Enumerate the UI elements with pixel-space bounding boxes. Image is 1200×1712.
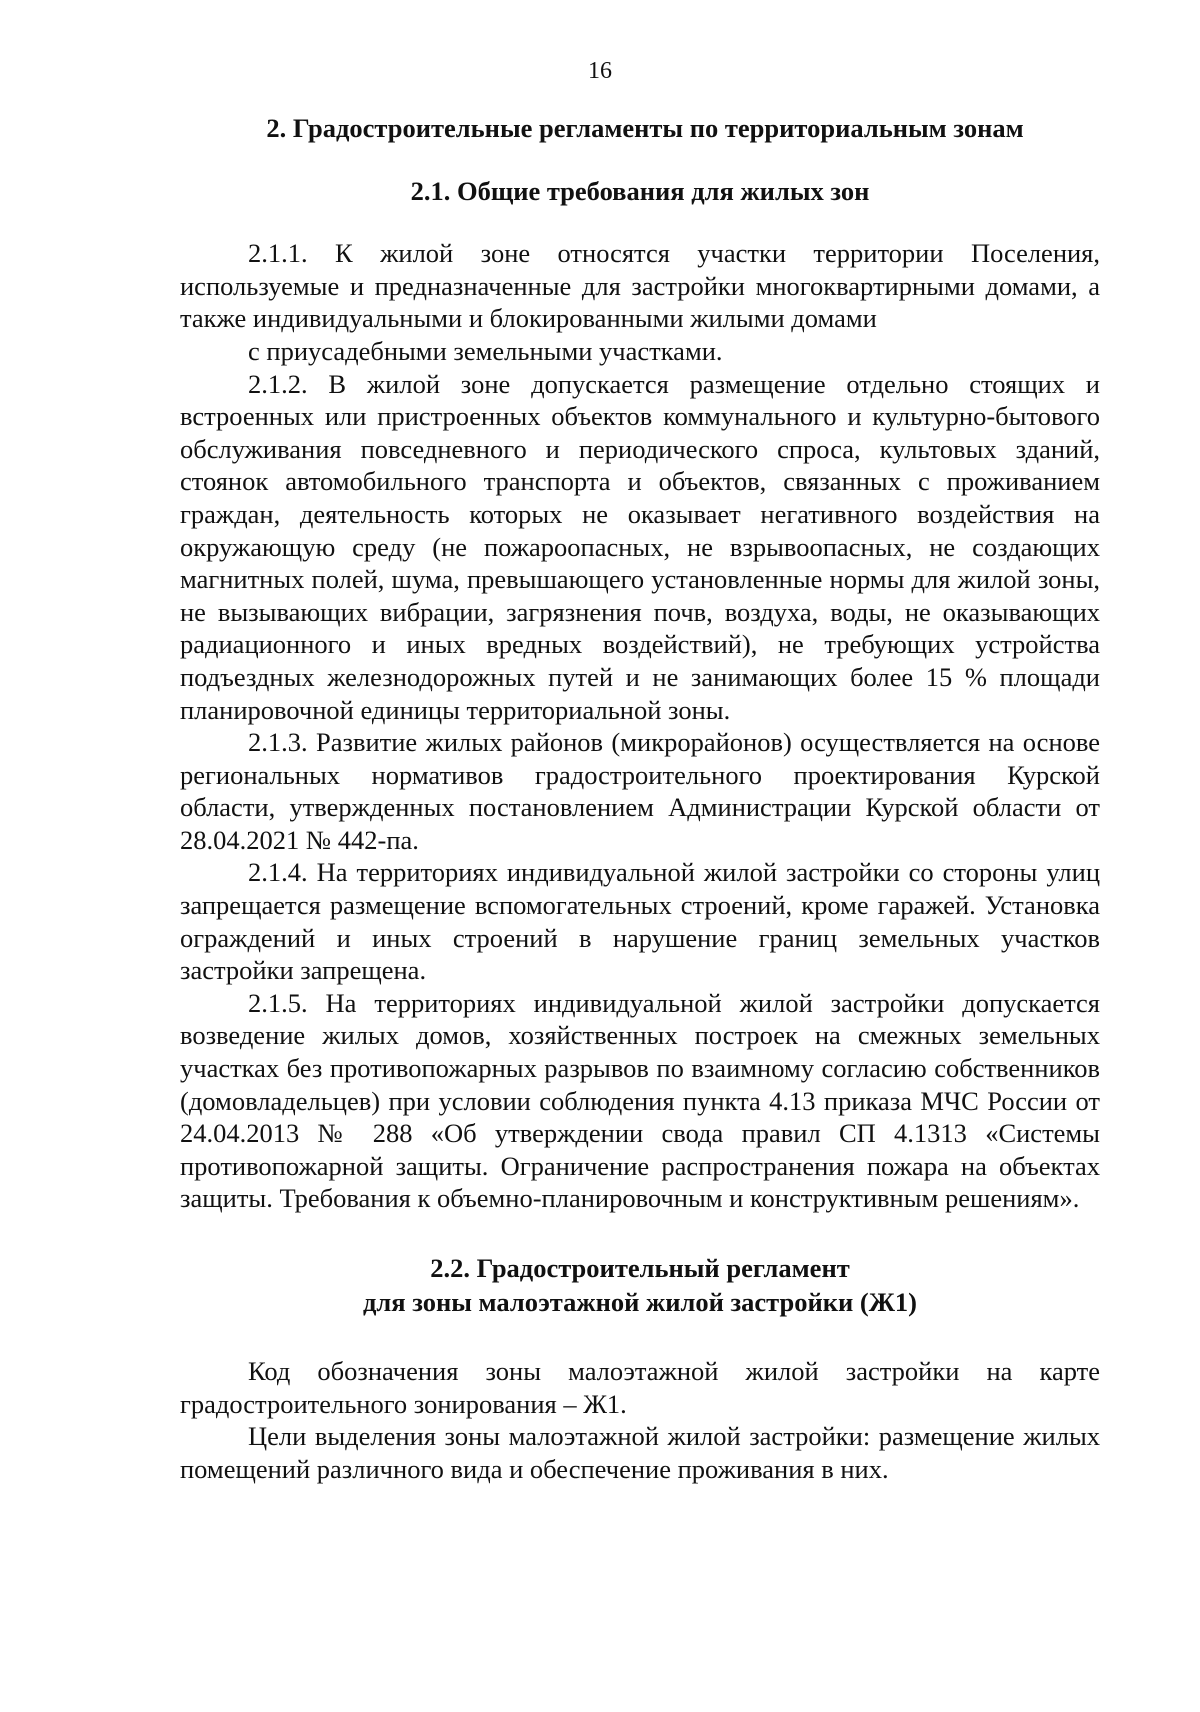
paragraph-2-1-4: 2.1.4. На территориях индивидуальной жилой застройки со стороны улиц запрещается размещение вспомогательных строений, кроме гаражей. Установка ограждений и иных строений в нарушение границ земельных участков застройки запрещена. [180, 857, 1100, 986]
page-number: 16 [588, 58, 612, 84]
section-heading-zone-line2: для зоны малоэтажной жилой застройки (Ж1) [362, 1287, 918, 1317]
paragraph-2-1-3: 2.1.3. Развитие жилых районов (микрорайонов) осуществляется на основе региональных нормативов градостроительного проектирования Курской области, утвержденных постановлением Администрации Курской области от 28.04.2021 № 442-па. [180, 727, 1100, 855]
paragraph-2-1-1-tail: с приусадебными земельными участками. [248, 335, 723, 366]
paragraph-zone-goals: Цели выделения зоны малоэтажной жилой застройки: размещение жилых помещений различного вида и обеспечение проживания в них. [180, 1421, 1100, 1484]
document-body [180, 112, 1100, 1485]
paragraph-2-1-5: 2.1.5. На территориях индивидуальной жилой застройки допускается возведение жилых домов, хозяйственных построек на смежных земельных участках без противопожарных разрывов по взаимному согласию собственников (домовладельцев) при условии соблюдения пункта 4.13 приказа МЧС России от 24.04.2013 № 288 «Об утверждении свода правил СП 4.1313 «Системы противопожарной защиты. Ограничение распространения пожара на объектах защиты. Требования к объемно-планировочным и конструктивным решениям». [180, 987, 1100, 1214]
section-heading-zone-zh1 [180, 1251, 1100, 1319]
paragraph-2-1-2: 2.1.2. В жилой зоне допускается размещение отдельно стоящих и встроенных или пристроенных объектов коммунального и культурно-бытового обслуживания повседневного и периодического спроса, культовых зданий, стоянок автомобильного транспорта и объектов, связанных с проживанием граждан, деятельность которых не оказывает негативного воздействия на окружающую среду (не пожароопасных, не взрывоопасных, не создающих магнитных полей, шума, превышающего установленные нормы для жилой зоны, не вызывающих вибрации, загрязнения почв, воздуха, воды, не оказывающих радиационного и иных вредных воздействий), не требующих устройства подъездных железнодорожных путей и не занимающих более 15 % площади планировочной единицы территориальной зоны. [180, 368, 1100, 725]
section-heading-main: 2. Градостроительные регламенты по территориальным зонам [266, 113, 1024, 143]
paragraph-zone-code: Код обозначения зоны малоэтажной жилой застройки на карте градостроительного зонирования – Ж1. [180, 1356, 1100, 1419]
paragraph-2-1-1: 2.1.1. К жилой зоне относятся участки территории Поселения, используемые и предназначенные для застройки многоквартирными домами, а также индивидуальными и блокированными жилыми домами [180, 238, 1100, 334]
section-heading-general-requirements: 2.1. Общие требования для жилых зон [410, 175, 870, 206]
section-heading-zone-line1: 2.2. Градостроительный регламент [430, 1253, 850, 1283]
